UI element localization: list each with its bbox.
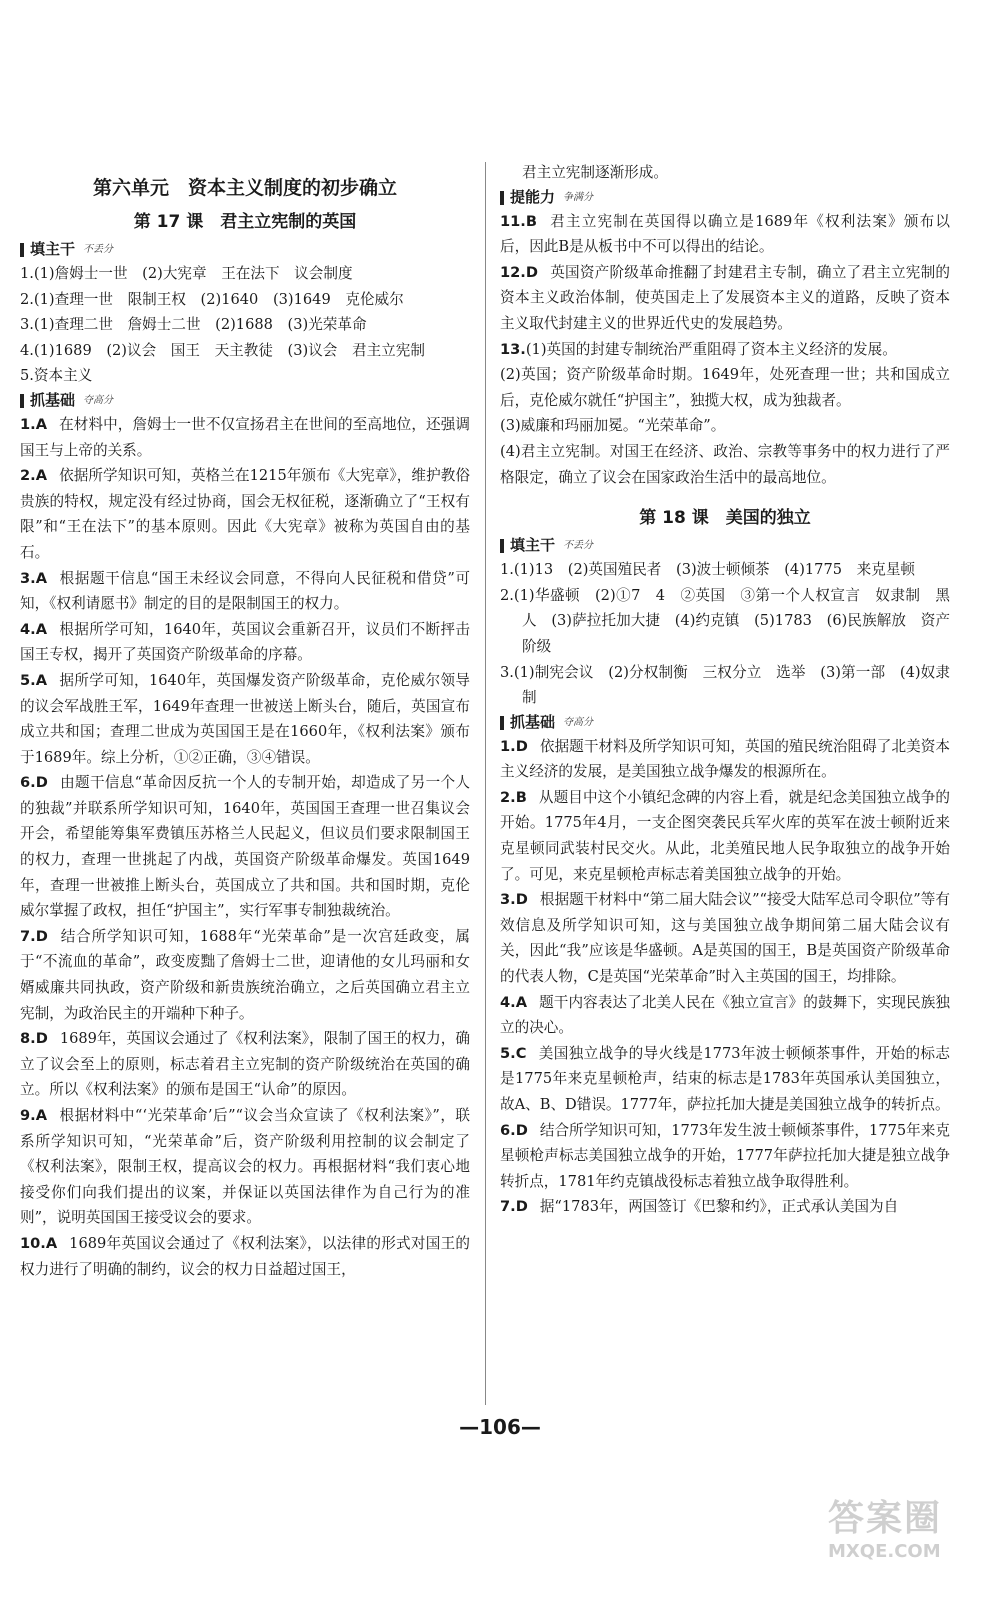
lesson-18-title: 第 18 课 美国的独立	[639, 508, 811, 529]
watermark-logo	[828, 1490, 978, 1580]
answer-item: 5.A 据所学可知，1640年，英国爆发资产阶级革命，克伦威尔领导的议会军战胜王军，1649年查理一世被送上断头台，随后，英国宣布成立共和国；查理二世成为英国国王是在1660年，《权利法案》颁布于1689年。综上分析，①②正确，③④错误。	[20, 671, 470, 766]
answer-item: 6.D 由题干信息“革命因反抗一个人的专制开始，却造成了另一个人的独裁”并联系所学知识可知，1640年，英国国王查理一世召集议会开会，希望能筹集军费镇压苏格兰人民起义，但议员们要求限制国王的权力，查理一世挑起了内战，英国资产阶级革命爆发。英国1649年，查理一世被推上断头台，英国成立了共和国。共和国时期，克伦威尔掌握了政权，担任“护国主”，实行军事专制独裁统治。	[20, 774, 470, 920]
fill-item: 5.资本主义	[20, 367, 93, 385]
section-bar-icon	[500, 539, 504, 553]
answer-item: 11.B 君主立宪制在英国得以确立是1689年《权利法案》颁布以后，因此B是从板书中不可以得出的结论。	[500, 212, 950, 256]
section-title: 填主干	[510, 536, 556, 555]
section-title: 抓基础	[510, 712, 556, 731]
fill-item: 2.(1)华盛顿 (2)①7 4 ②英国 ③第一个人权宣言 奴隶制 黑人 (3)萨拉托加大捷 (4)约克镇 (5)1783 (6)民族解放 资产阶级	[500, 586, 950, 655]
continued-text: 君主立宪制逐渐形成。	[522, 164, 668, 181]
unit-title: 第六单元 资本主义制度的初步确立	[92, 177, 397, 199]
section-title: 抓基础	[30, 391, 76, 410]
answer-item: 3.D 根据题干材料中“第二届大陆会议”“接受大陆军总司令职位”等有效信息及所学知识可知，这与美国独立战争期间第二届大陆会议有关，因此“我”应该是华盛顿。A是英国的国王，B是英国资产阶级革命的代表人物，C是英国“光荣革命”时入主英国的国王，均排除。	[500, 891, 950, 986]
section-fill-header	[20, 240, 470, 260]
fill-item: 4.(1)1689 (2)议会 国王 天主教徒 (3)议会 君主立宪制	[20, 341, 425, 359]
fill-item: 1.(1)詹姆士一世 (2)大宪章 王在法下 议会制度	[20, 265, 353, 282]
section-subtitle: 不丢分	[563, 540, 594, 552]
left-column	[20, 160, 470, 1282]
answer-subitem: (3)威廉和玛丽加冕。“光荣革命”。	[500, 417, 726, 435]
fill-item: 3.(1)制宪会议 (2)分权制衡 三权分立 选举 (3)第一部 (4)奴隶制	[500, 663, 950, 707]
answer-item-13: 13.(1)英国的封建专制统治严重阻碍了资本主义经济的发展。	[500, 340, 897, 358]
section-basic-header	[500, 713, 950, 733]
section-subtitle: 不丢分	[83, 244, 114, 256]
answer-item: 4.A 根据所学可知，1640年，英国议会重新召开，议员们不断抨击国王专权，揭开了英国资产阶级革命的序幕。	[20, 620, 470, 664]
answer-item: 2.B 从题目中这个小镇纪念碑的内容上看，就是纪念美国独立战争的开始。1775年4月，一支企图突袭民兵军火库的英军在波士顿附近来克星顿同武装村民交火。从此，北美殖民地人民争取独立的战争开始了。可见，来克星顿枪声标志着美国独立战争的开始。	[500, 788, 950, 883]
answer-item: 5.C 美国独立战争的导火线是1773年波士顿倾茶事件，开始的标志是1775年来克星顿枪声，结束的标志是1783年英国承认美国独立，故A、B、D错误。1777年，萨拉托加大捷是美国独立战争的转折点。	[500, 1044, 950, 1113]
section-bar-icon	[500, 191, 504, 205]
answer-item: 2.A 依据所学知识可知，英格兰在1215年颁布《大宪章》，维护教俗贵族的特权，规定没有经过协商，国会无权征税，逐渐确立了“王权有限”和“王在法下”的基本原则。因此《大宪章》被称为英国自由的基石。	[20, 467, 470, 561]
section-title: 填主干	[30, 240, 76, 259]
answer-item: 9.A 根据材料中“‘光荣革命’后”“议会当众宣读了《权利法案》”，联系所学知识可知，“光荣革命”后，资产阶级利用控制的议会制定了《权利法案》，限制王权，提高议会的权力。再根据材料“我们衷心地接受你们向我们提出的议案，并保证以英国法律作为自己行为的准则”，说明英国国王接受议会的要求。	[20, 1107, 470, 1227]
page-number: —106—	[459, 1415, 541, 1439]
answer-item: 10.A 1689年英国议会通过了《权利法案》，以法律的形式对国王的权力进行了明确的制约，议会的权力日益超过国王，	[20, 1234, 470, 1278]
section-subtitle: 夺高分	[563, 716, 594, 728]
section-title: 提能力	[510, 187, 556, 206]
fill-item: 1.(1)13 (2)英国殖民者 (3)波士顿倾茶 (4)1775 来克星顿	[500, 561, 916, 579]
section-bar-icon	[500, 716, 504, 730]
answer-item: 1.D 依据题干材料及所学知识可知，英国的殖民统治阻碍了北美资本主义经济的发展，是美国独立战争爆发的根源所在。	[500, 737, 950, 781]
answer-item: 7.D 据“1783年，两国签订《巴黎和约》，正式承认美国为自	[500, 1198, 899, 1216]
section-ability-header	[500, 188, 950, 208]
answer-item: 12.D 英国资产阶级革命推翻了封建君主专制，确立了君主立宪制的资本主义政治体制，使英国走上了发展资本主义的道路，反映了资本主义取代封建主义的世界近代史的发展趋势。	[500, 263, 950, 332]
section-basic-header	[20, 391, 470, 411]
fill-item: 3.(1)查理二世 詹姆士二世 (2)1688 (3)光荣革命	[20, 316, 367, 334]
section-fill-header	[500, 536, 950, 556]
section-subtitle: 争满分	[563, 191, 594, 203]
answer-item: 4.A 题干内容表达了北美人民在《独立宣言》的鼓舞下，实现民族独立的决心。	[500, 993, 950, 1037]
watermark-logo-text: 答案圈	[828, 1498, 943, 1539]
section-subtitle: 夺高分	[83, 395, 114, 407]
answer-item: 8.D 1689年，英国议会通过了《权利法案》，限制了国王的权力，确立了议会至上的原则，标志着君主立宪制的资产阶级统治在英国的确立。所以《权利法案》的颁布是国王“认命”的原因。	[20, 1030, 470, 1099]
section-bar-icon	[20, 394, 24, 408]
answer-item: 7.D 结合所学知识可知，1688年“光荣革命”是一次宫廷政变，属于“不流血的革命”，政变废黜了詹姆士二世，迎请他的女儿玛丽和女婿威廉共同执政，资产阶级和新贵族统治确立，之后英国确立君主立宪制，为政治民主的开端种下种子。	[20, 927, 470, 1022]
column-divider	[485, 162, 486, 1405]
answer-subitem: (2)英国；资产阶级革命时期。1649年，处死查理一世；共和国成立后，克伦威尔就任“护国主”，独揽大权，成为独裁者。	[500, 366, 950, 409]
right-column	[500, 160, 950, 1220]
section-bar-icon	[20, 243, 24, 257]
answer-subitem: (4)君主立宪制。对国王在经济、政治、宗教等事务中的权力进行了严格限定，确立了议会在国家政治生活中的最高地位。	[500, 442, 950, 486]
watermark-site: MXQE.COM	[828, 1541, 941, 1562]
answer-item: 3.A 根据题干信息“国王未经议会同意，不得向人民征税和借贷”可知，《权利请愿书》制定的目的是限制国王的权力。	[20, 569, 470, 613]
fill-item: 2.(1)查理一世 限制王权 (2)1640 (3)1649 克伦威尔	[20, 290, 404, 308]
answer-item: 1.A 在材料中，詹姆士一世不仅宣扬君主在世间的至高地位，还强调国王与上帝的关系。	[20, 415, 470, 459]
lesson-17-title: 第 17 课 君主立宪制的英国	[133, 212, 357, 232]
answer-item: 6.D 结合所学知识可知，1773年发生波士顿倾茶事件，1775年来克星顿枪声标志美国独立战争的开始，1777年萨拉托加大捷是独立战争转折点，1781年约克镇战役标志着独立战争取得胜利。	[500, 1121, 950, 1190]
